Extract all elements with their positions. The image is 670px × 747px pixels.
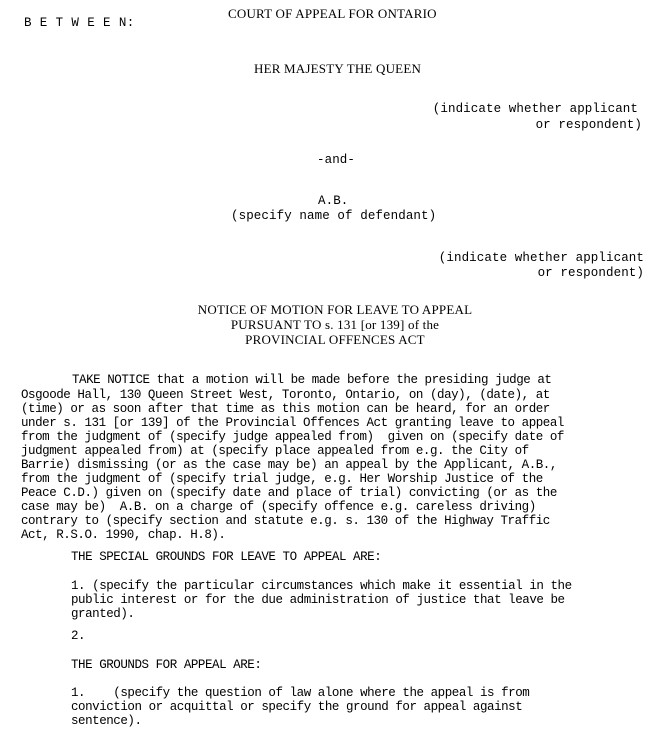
take-notice-line-10: case may be) A.B. on a charge of (specify offence e.g. careless driving) [21, 500, 536, 514]
between-label: B E T W E E N: [24, 16, 135, 30]
take-notice-line-5: from the judgment of (specify judge appealed from) given on (specify date of [21, 430, 564, 444]
special-grounds-item-2: 2. [71, 629, 86, 643]
special-grounds-item-1-line-2: public interest or for the due administration of justice that leave be [71, 593, 565, 607]
take-notice-line-8: from the judgment of (specify trial judge, e.g. Her Worship Justice of the [21, 472, 543, 486]
special-grounds-heading: THE SPECIAL GROUNDS FOR LEAVE TO APPEAL ARE: [71, 550, 382, 564]
take-notice-line-9: Peace C.D.) given on (specify date and place of trial) convicting (or as the [21, 486, 557, 500]
crown-party-name: HER MAJESTY THE QUEEN [254, 61, 422, 76]
grounds-item-1-line-3: sentence). [71, 714, 142, 728]
take-notice-line-2: Osgoode Hall, 130 Queen Street West, Toronto, Ontario, on (day), (date), at [21, 388, 550, 402]
crown-role-note-line-2: or respondent) [535, 118, 642, 132]
take-notice-line-11: contrary to (specify section and statute e.g. s. 130 of the Highway Traffic [21, 514, 550, 528]
document-title-line-3: PROVINCIAL OFFENCES ACT [245, 332, 425, 347]
grounds-item-1-line-2: conviction or acquittal or specify the ground for appeal against [71, 700, 523, 714]
crown-role-note-line-1: (indicate whether applicant [432, 102, 638, 116]
special-grounds-item-1-line-1: 1. (specify the particular circumstances which make it essential in the [71, 579, 572, 593]
and-separator: -and- [317, 153, 356, 167]
take-notice-line-12: Act, R.S.O. 1990, chap. H.8). [21, 528, 226, 542]
grounds-item-1-line-1: 1. (specify the question of law alone where the appeal is from [71, 686, 530, 700]
take-notice-line-7: Barrie) dismissing (or as the case may be) an appeal by the Applicant, A.B., [21, 458, 557, 472]
defendant-name: A.B. [318, 194, 349, 208]
take-notice-line-4: under s. 131 [or 139] of the Provincial Offences Act granting leave to appeal [21, 416, 564, 430]
document-title-line-1: NOTICE OF MOTION FOR LEAVE TO APPEAL [197, 302, 473, 317]
defendant-role-note-line-1: (indicate whether applicant [438, 251, 644, 265]
defendant-name-note: (specify name of defendant) [231, 209, 437, 223]
take-notice-line-1: TAKE NOTICE that a motion will be made before the presiding judge at [72, 373, 552, 387]
take-notice-line-3: (time) or as soon after that time as this motion can be heard, for an order [21, 402, 550, 416]
document-title-line-2: PURSUANT TO s. 131 [or 139] of the [230, 317, 440, 332]
court-title: COURT OF APPEAL FOR ONTARIO [228, 6, 437, 21]
defendant-role-note-line-2: or respondent) [537, 266, 644, 280]
special-grounds-item-1-line-3: granted). [71, 607, 135, 621]
grounds-heading: THE GROUNDS FOR APPEAL ARE: [71, 658, 262, 672]
take-notice-line-6: judgment appealed from) at (specify place appealed from e.g. the City of [21, 444, 529, 458]
